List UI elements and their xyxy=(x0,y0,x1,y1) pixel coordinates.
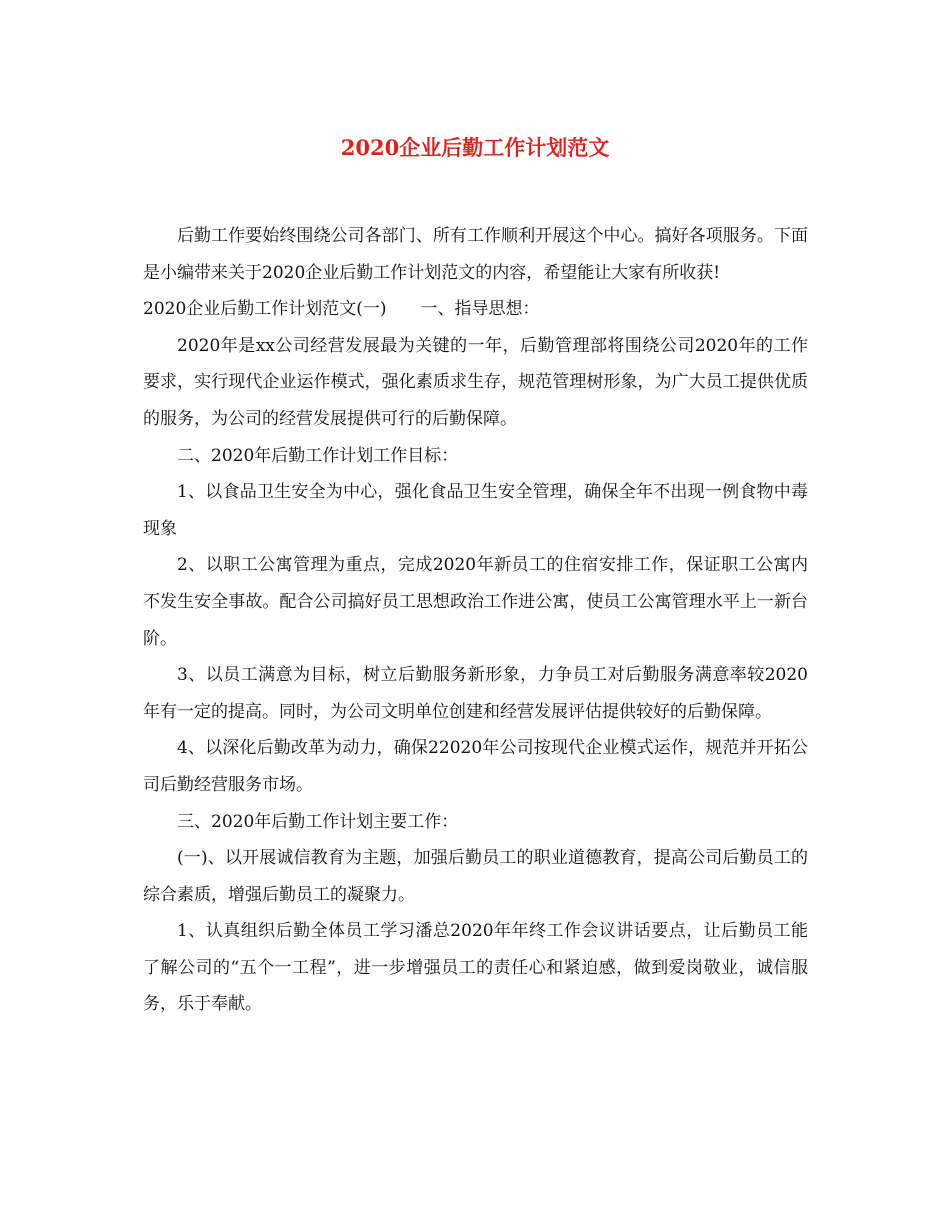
goal-item-1: 1、以食品卫生安全为中心，强化食品卫生安全管理，确保全年不出现一例食物中毒现象 xyxy=(143,482,808,539)
heading-main-work: 三、2020年后勤工作计划主要工作： xyxy=(177,811,459,832)
goal-item-3: 3、以员工满意为目标，树立后勤服务新形象，力争员工对后勤服务满意率较2020年有一定的提高。同时，为公司文明单位创建和经营发展评估提供较好的后勤保障。 xyxy=(143,665,808,722)
intro-paragraph: 后勤工作要始终围绕公司各部门、所有工作顺利开展这个中心。搞好各项服务。下面是小编带来关于2020企业后勤工作计划范文的内容，希望能让大家有所收获! xyxy=(143,226,808,283)
section-line xyxy=(143,291,808,328)
task-item-1: 1、认真组织后勤全体员工学习潘总2020年年终工作会议讲话要点，让后勤员工能了解公司的“五个一工程”，进一步增强员工的责任心和紧迫感，做到爱岗敬业，诚信服务，乐于奉献。 xyxy=(143,921,808,1015)
goal-item-2: 2、以职工公寓管理为重点，完成2020年新员工的住宿安排工作，保证职工公寓内不发生安全事故。配合公司搞好员工思想政治工作进公寓，使员工公寓管理水平上一新台阶。 xyxy=(143,555,808,649)
goal-item-4: 4、以深化后勤改革为动力，确保22020年公司按现代企业模式运作，规范并开拓公司后勤经营服务市场。 xyxy=(143,738,808,795)
document-body xyxy=(143,218,808,1023)
task-group-1: (一)、以开展诚信教育为主题，加强后勤员工的职业道德教育，提高公司后勤员工的综合素质，增强后勤员工的凝聚力。 xyxy=(143,848,808,905)
heading-goals: 二、2020年后勤工作计划工作目标： xyxy=(177,445,459,466)
guiding-paragraph: 2020年是xx公司经营发展最为关键的一年，后勤管理部将围绕公司2020年的工作要求，实行现代企业运作模式，强化素质求生存，规范管理树形象，为广大员工提供优质的服务，为公司的经营发展提供可行的后勤保障。 xyxy=(143,335,808,429)
section-title: 2020企业后勤工作计划范文(一) xyxy=(143,299,387,320)
document-title: 2020企业后勤工作计划范文 xyxy=(340,135,610,160)
section-subheading: 一、指导思想： xyxy=(420,299,540,320)
